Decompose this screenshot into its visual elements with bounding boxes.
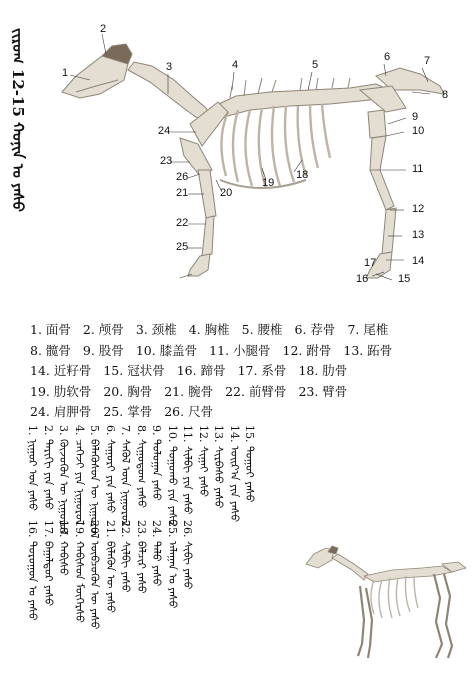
legend-item: 17. 系骨 <box>237 363 287 378</box>
legend-item: 20. 胸骨 <box>103 383 153 399</box>
callout-label: 9 <box>412 111 419 123</box>
mongolian-legend-text: 13. ᠰᠢᠷᠪᠡᠰᠦ ᠶᠠᠰᠤ <box>212 425 225 509</box>
callout-label: 22 <box>176 217 189 229</box>
callout-label: 3 <box>166 61 173 73</box>
callout-label: 18 <box>296 169 309 181</box>
callout-label: 24 <box>158 125 171 137</box>
callout-label: 7 <box>424 55 431 67</box>
mongolian-legend-text: 17. ᠪᠠᠭᠠᠯᠳᠤᠷ ᠶᠠᠰᠤ <box>41 520 55 607</box>
legend-item: 19. 肋软骨 <box>30 383 92 399</box>
skeleton-diagram <box>40 20 470 300</box>
legend-item: 4. 胸椎 <box>188 322 230 337</box>
skull <box>62 44 132 98</box>
callout-label: 14 <box>412 255 425 267</box>
mongolian-legend-text: 10. ᠲᠣᠭᠤᠬᠤ ᠶᠢᠨ ᠶᠠᠰᠤ <box>165 425 179 527</box>
callout-label: 25 <box>176 241 189 253</box>
callout-label: 11 <box>412 163 424 175</box>
callout-label: 26 <box>176 171 189 183</box>
legend-row <box>30 320 470 341</box>
legend-item: 6. 荐骨 <box>294 322 336 337</box>
mongolian-legend-text: 1. ᠨᠢᠭᠤᠷ ᠤᠨ ᠶᠠᠰᠤ <box>26 425 39 511</box>
figure-caption <box>6 28 40 290</box>
callout-label: 15 <box>398 273 411 285</box>
legend-item: 23. 臂骨 <box>298 383 348 399</box>
mongolian-legend-text: 24. ᠳᠠᠯᠤ ᠶᠠᠰᠤ <box>150 520 163 587</box>
mongolian-legend-text: 6. ᠰᠠᠭᠤᠷᠢ ᠶᠢᠨ ᠶᠠᠰᠤ <box>103 425 117 514</box>
legend-item: 16. 蹄骨 <box>176 363 226 378</box>
mongolian-legend-text: 20. ᠥᠪᠴᠦᠭᠦᠨ ᠦ ᠶᠠᠰᠤ <box>88 520 101 630</box>
callout-label: 2 <box>100 23 107 35</box>
legend-item: 25. 掌骨 <box>103 404 153 419</box>
mongolian-legend-text: 26. ᠰᠢᠪᠢ ᠶᠠᠰᠤ <box>181 520 194 590</box>
chinese-legend <box>30 320 470 423</box>
mongolian-legend-text: 12. ᠰᠢᠭᠠᠢ ᠶᠠᠰᠤ <box>196 425 210 497</box>
legend-item: 21. 腕骨 <box>164 383 214 399</box>
hindleg <box>360 86 406 278</box>
mongolian-legend-text: 2. ᠲᠠᠷᠢᠬᠢ ᠶᠢᠨ ᠶᠠᠰᠤ <box>41 425 55 510</box>
callout-label: 5 <box>312 59 319 71</box>
caption-text: ᠵᠢᠷᠤᠭ 12-15 ᠬᠣᠨᠢᠨ ᠤ ᠶᠠᠰᠤ <box>9 28 27 212</box>
callout-label: 8 <box>442 89 449 101</box>
mongolian-legend-text: 3. ᠬᠦᠵᠦᠭᠦᠨ ᠦ ᠨᠢᠭᠤᠷᠤᠯ <box>57 425 70 536</box>
legend-item: 15. 冠状骨 <box>103 363 165 378</box>
mongolian-legend-text: 4. ᠴᠡᠭᠡᠵᠢ ᠶᠢᠨ ᠨᠢᠭᠤᠷᠤᠯ <box>72 425 86 526</box>
legend-item: 3. 颈椎 <box>135 322 177 337</box>
legend-row <box>30 361 470 382</box>
skeleton-thumbnail <box>302 540 468 664</box>
callout-label: 10 <box>412 125 425 137</box>
mongolian-legend-text: 21. ᠪᠢᠯᠡᠭᠦᠨ ᠦ ᠶᠠᠰᠤ <box>103 520 117 613</box>
mongolian-legend-text: 15. ᠳᠤᠭᠤᠢ ᠶᠠᠰᠤ <box>243 425 256 503</box>
legend-item: 10. 膝盖骨 <box>135 342 198 358</box>
callout-label: 13 <box>412 229 425 241</box>
legend-item: 2. 颅骨 <box>82 322 124 337</box>
legend-item: 9. 股骨 <box>82 342 124 358</box>
legend-item: 7. 尾椎 <box>347 322 389 337</box>
legend-item: 8. 髋骨 <box>30 342 71 358</box>
callout-label: 21 <box>176 187 189 199</box>
legend-row <box>30 382 470 403</box>
legend-row <box>30 341 470 362</box>
legend-item: 26. 尺骨 <box>164 404 214 419</box>
legend-item: 14. 近籽骨 <box>30 363 92 378</box>
callout-label: 6 <box>384 51 391 63</box>
legend-row <box>30 402 470 423</box>
mongolian-legend-text: 8. ᠰᠢᠭᠤᠳᠤᠭ ᠶᠠᠰᠤ <box>134 425 148 508</box>
callout-label: 17 <box>364 257 377 269</box>
legend-item: 24. 肩胛骨 <box>30 404 92 419</box>
callout-label: 20 <box>220 187 233 199</box>
callout-label: 23 <box>160 155 173 167</box>
mongolian-legend-item <box>181 520 200 640</box>
legend-item: 12. 跗骨 <box>282 342 332 358</box>
callout-label: 1 <box>62 67 69 79</box>
callout-label: 19 <box>262 177 275 189</box>
legend-item: 5. 腰椎 <box>241 322 283 337</box>
legend-item: 18. 肋骨 <box>298 363 348 378</box>
mongolian-legend-text: 11. ᠰᠢᠯᠪᠢ ᠶᠢᠨ ᠶᠠᠰᠤ <box>181 425 194 515</box>
ribcage <box>220 104 330 188</box>
legend-item: 1. 面骨 <box>30 322 71 337</box>
mongolian-legend-text: 25. ᠠᠯᠠᠭᠠᠨ ᠤ ᠶᠠᠰᠤ <box>165 520 179 609</box>
mongolian-legend-text: 19. ᠬᠠᠪᠢᠰᠤᠨ ᠮᠥᠭᠡᠷᠰᠦ <box>72 520 86 623</box>
mongolian-legend-text: 22. ᠰᠢᠯᠪᠢ ᠶᠠᠰᠤ <box>119 520 132 593</box>
mongolian-legend-text: 7. ᠰᠡᠭᠦᠯ ᠦᠨ ᠨᠢᠭᠤᠷᠤᠯ <box>119 425 132 527</box>
callout-label: 4 <box>232 59 239 71</box>
legend-item: 11. 小腿骨 <box>209 342 271 358</box>
legend-item: 13. 跖骨 <box>343 342 393 358</box>
mongolian-legend-text: 23. ᠪᠠᠯᠴᠢᠷ ᠶᠠᠰᠤ <box>134 520 148 594</box>
callout-label: 16 <box>356 273 369 285</box>
mongolian-legend-text: 16. ᠲᠤᠷᠤᠭᠤᠨ ᠤ ᠶᠠᠰᠤ <box>26 520 39 621</box>
legend-item: 22. 前臂骨 <box>225 383 287 399</box>
mongolian-legend-item <box>243 425 262 545</box>
mongolian-legend-text: 5. ᠪᠡᠯᠡᠭᠦᠰᠦᠨ ᠦ ᠨᠢᠭᠤᠷᠤᠯ <box>88 425 101 539</box>
mongolian-legend-text: 18. ᠬᠠᠪᠢᠰᠤ <box>57 520 70 576</box>
mongolian-legend-text: 9. ᠳᠣᠯᠣᠭᠠᠨ ᠶᠠᠰᠤ <box>150 425 163 501</box>
callout-label: 12 <box>412 203 425 215</box>
mongolian-legend-text: 14. ᠤᠢᠷ᠎ᠠ ᠶᠢᠨ ᠶᠠᠰᠤ <box>227 425 241 523</box>
